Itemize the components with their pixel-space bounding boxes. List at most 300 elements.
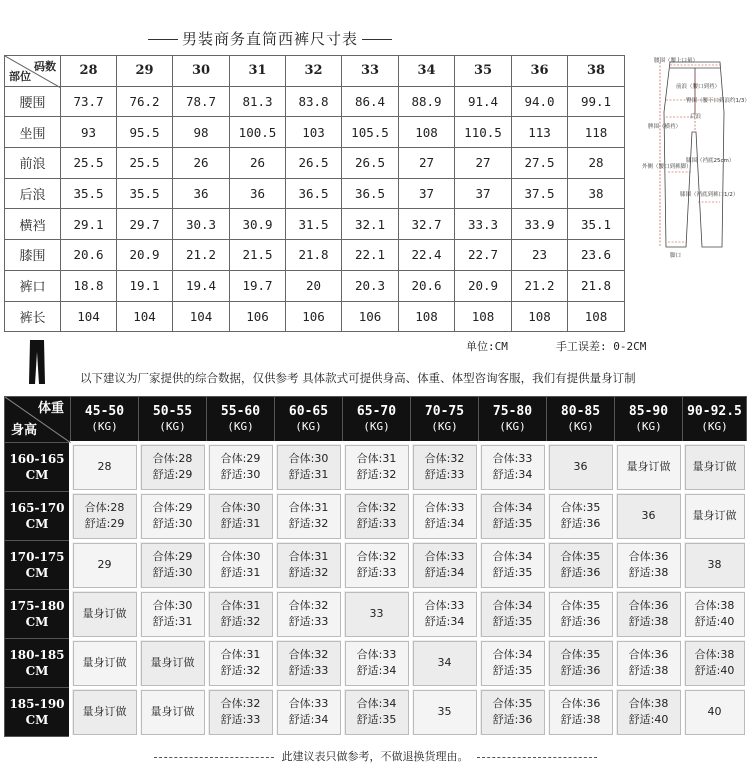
recommendation-cell [343,639,411,688]
size-row-label: 裤口 [5,270,61,301]
comfort-size: 舒适:36 [492,713,533,726]
page-title [0,28,540,49]
size-value-cell: 38 [568,178,625,209]
recommendation-text: 量身订做 [150,656,195,669]
recommendation-text: 量身订做 [150,705,195,718]
size-value-cell: 76.2 [117,86,173,117]
size-value-cell: 22.4 [399,240,455,271]
size-row [5,240,625,271]
comfort-size: 舒适:35 [492,664,533,677]
recommendation-cell [139,541,207,590]
recommendation-cell [139,688,207,737]
recommendation-cell [275,688,343,737]
size-row [5,86,625,117]
fit-size: 合体:33 [424,550,465,563]
footer-rule-right [477,757,597,758]
size-row-label: 横裆 [5,209,61,240]
size-value-cell: 81.3 [230,86,286,117]
size-value-cell: 20.6 [399,270,455,301]
recommendation-cell [479,688,547,737]
size-value-cell: 78.7 [173,86,230,117]
size-value-cell: 100.5 [230,117,286,148]
weight-range: 55-60 [220,404,261,419]
recommendation-cell [411,492,479,541]
recommendation-cell [207,688,275,737]
size-value-cell: 18.8 [61,270,117,301]
size-value-cell: 104 [61,301,117,332]
recommendation-cell [411,639,479,688]
recommendation-cell [71,688,139,737]
size-header-cell: 31 [230,56,286,87]
size-value-cell: 33.3 [455,209,512,240]
title-text: 男装商务直筒西裤尺寸表 [181,30,358,48]
recommendation-cell [547,443,615,492]
recommendation-text: 28 [97,460,112,473]
size-value-cell: 20.6 [61,240,117,271]
size-header-cell: 34 [399,56,455,87]
comfort-size: 舒适:33 [356,566,397,579]
recommendation-cell [71,541,139,590]
height-range: 165-170 [9,501,65,515]
fit-size: 合体:35 [560,648,601,661]
fit-size: 合体:31 [220,599,261,612]
recommendation-cell [615,639,683,688]
size-value-cell: 26.5 [286,148,342,179]
recommendation-text: 34 [437,656,452,669]
recommendation-cell [683,541,747,590]
size-value-cell: 21.2 [173,240,230,271]
recommendation-cell [343,492,411,541]
weight-header-cell [71,397,139,443]
size-value-cell: 37 [399,178,455,209]
height-range: 180-185 [9,648,65,662]
weight-range: 65-70 [356,404,397,419]
weight-unit: (KG) [431,420,458,433]
weight-range: 70-75 [424,404,465,419]
weight-unit: (KG) [499,420,526,433]
size-value-cell: 21.8 [568,270,625,301]
corner-size-label: 码数 [34,60,56,73]
size-value-cell: 36.5 [286,178,342,209]
comfort-size: 舒适:32 [288,517,329,530]
recommendation-cell [547,590,615,639]
rec-header-row [5,397,747,443]
weight-unit: (KG) [567,420,594,433]
recommendation-cell [411,590,479,639]
size-value-cell: 83.8 [286,86,342,117]
recommendation-cell [411,688,479,737]
fit-size: 合体:38 [628,697,669,710]
recommendation-cell [683,492,747,541]
recommendation-cell [207,590,275,639]
footer-rule-left [154,757,274,758]
fit-size: 合体:34 [356,697,397,710]
fit-size: 合体:35 [560,550,601,563]
recommendation-cell [547,541,615,590]
comfort-size: 舒适:32 [220,615,261,628]
comfort-size: 舒适:38 [628,566,669,579]
weight-header-cell [479,397,547,443]
comfort-size: 舒适:36 [560,615,601,628]
size-value-cell: 35.1 [568,209,625,240]
diagram-knee-label: 膝围（裆底25cm） [686,158,735,164]
size-row-label: 前浪 [5,148,61,179]
recommendation-text: 35 [437,705,452,718]
size-value-cell: 30.9 [230,209,286,240]
fit-size: 合体:30 [288,452,329,465]
recommendation-cell [71,492,139,541]
recommendation-cell [275,492,343,541]
size-value-cell: 86.4 [342,86,399,117]
fit-size: 合体:34 [492,550,533,563]
rec-corner [5,397,71,443]
fit-size: 合体:35 [492,697,533,710]
recommendation-cell [207,541,275,590]
size-value-cell: 106 [342,301,399,332]
height-header-cell [5,688,71,737]
recommendation-cell [547,639,615,688]
comfort-size: 舒适:38 [628,615,669,628]
height-unit: CM [25,566,49,580]
size-value-cell: 33.9 [512,209,568,240]
rec-row [5,541,747,590]
rec-row [5,492,747,541]
fit-size: 合体:38 [694,648,735,661]
recommendation-text: 量身订做 [626,460,671,473]
recommendation-cell [71,639,139,688]
recommendation-text: 量身订做 [82,705,127,718]
recommendation-cell [207,639,275,688]
weight-range: 80-85 [560,404,601,419]
size-value-cell: 26 [173,148,230,179]
size-row [5,301,625,332]
pants-photo-icon [28,340,46,386]
recommendation-cell [343,541,411,590]
size-value-cell: 27 [455,148,512,179]
size-value-cell: 22.1 [342,240,399,271]
height-range: 160-165 [9,452,65,466]
rec-corner-weight-label: 体重 [37,401,64,416]
size-value-cell: 113 [512,117,568,148]
comfort-size: 舒适:34 [288,713,329,726]
size-value-cell: 28 [568,148,625,179]
recommendation-cell [139,443,207,492]
size-value-cell: 108 [568,301,625,332]
height-unit: CM [25,664,49,678]
recommendation-cell [547,688,615,737]
comfort-size: 舒适:35 [356,713,397,726]
weight-unit: (KG) [227,420,254,433]
size-value-cell: 27 [399,148,455,179]
size-value-cell: 93 [61,117,117,148]
recommendation-cell [139,590,207,639]
size-value-cell: 30.3 [173,209,230,240]
size-value-cell: 29.1 [61,209,117,240]
fit-size: 合体:32 [424,452,465,465]
fit-size: 合体:29 [152,501,193,514]
size-value-cell: 26 [230,148,286,179]
weight-unit: (KG) [91,420,118,433]
weight-unit: (KG) [159,420,186,433]
size-header-cell: 33 [342,56,399,87]
fit-size: 合体:32 [288,648,329,661]
footer-disclaimer [0,748,750,764]
size-value-cell: 118 [568,117,625,148]
fit-size: 合体:32 [288,599,329,612]
size-value-cell: 21.2 [512,270,568,301]
comfort-size: 舒适:31 [220,566,261,579]
weight-unit: (KG) [295,420,322,433]
fit-size: 合体:33 [288,697,329,710]
size-value-cell: 20.9 [455,270,512,301]
size-header-cell: 29 [117,56,173,87]
rec-row [5,590,747,639]
fit-size: 合体:34 [492,599,533,612]
size-value-cell: 73.7 [61,86,117,117]
recommendation-cell [275,639,343,688]
recommendation-cell [411,443,479,492]
weight-range: 75-80 [492,404,533,419]
weight-header-cell [615,397,683,443]
recommendation-text: 量身订做 [692,509,737,522]
size-value-cell: 26.5 [342,148,399,179]
fit-size: 合体:34 [492,501,533,514]
weight-range: 45-50 [84,404,125,419]
comfort-size: 舒适:32 [220,664,261,677]
size-chart-body [5,86,625,332]
recommendation-text: 量身订做 [82,656,127,669]
recommendation-cell [615,590,683,639]
size-value-cell: 21.8 [286,240,342,271]
diagram-leg-opening-label: 膝围（裆底到裤口1/2） [680,192,739,198]
recommendation-text: 36 [641,509,656,522]
diagram-hem-label: 脚口 [670,253,682,259]
size-row [5,178,625,209]
size-value-cell: 35.5 [61,178,117,209]
size-header-cell: 30 [173,56,230,87]
size-chart-corner [5,56,61,87]
weight-header-cell [411,397,479,443]
fit-size: 合体:32 [220,697,261,710]
fit-size: 合体:36 [628,648,669,661]
weight-header-cell [139,397,207,443]
comfort-size: 舒适:29 [84,517,125,530]
fit-size: 合体:35 [560,501,601,514]
comfort-size: 舒适:34 [356,664,397,677]
size-value-cell: 20 [286,270,342,301]
fit-size: 合体:33 [492,452,533,465]
comfort-size: 舒适:40 [694,664,735,677]
fit-size: 合体:33 [424,501,465,514]
weight-range: 60-65 [288,404,329,419]
comfort-size: 舒适:33 [288,664,329,677]
size-value-cell: 108 [399,301,455,332]
size-chart-table [4,55,625,332]
size-header-cell: 38 [568,56,625,87]
recommendation-cell [275,443,343,492]
diagram-waist-label: 腰围（腰上口量） [654,58,699,64]
weight-header-cell [275,397,343,443]
recommendation-cell [683,639,747,688]
fit-size: 合体:33 [356,648,397,661]
comfort-size: 舒适:34 [424,517,465,530]
comfort-size: 舒适:33 [424,468,465,481]
comfort-size: 舒适:40 [694,615,735,628]
diagram-outseam-label: 外侧（腰口到裤脚） [642,164,692,170]
height-header-cell [5,639,71,688]
recommendation-cell [275,590,343,639]
diagram-hip-label: 臀围（腰下口到浪约1/3） [686,98,750,104]
recommendation-cell [343,688,411,737]
diagram-thigh-label: 脾围（横裆） [648,124,682,130]
size-value-cell: 32.1 [342,209,399,240]
recommendation-cell [479,541,547,590]
comfort-size: 舒适:36 [560,517,601,530]
weight-range: 85-90 [628,404,669,419]
fit-size: 合体:31 [356,452,397,465]
comfort-size: 舒适:32 [356,468,397,481]
recommendation-cell [207,492,275,541]
comfort-size: 舒适:36 [560,664,601,677]
size-value-cell: 23 [512,240,568,271]
recommendation-cell [547,492,615,541]
comfort-size: 舒适:35 [492,615,533,628]
comfort-size: 舒适:38 [628,664,669,677]
recommendation-cell [479,443,547,492]
weight-header-cell [343,397,411,443]
size-header-cell: 32 [286,56,342,87]
recommendation-cell [479,492,547,541]
recommendation-cell [343,443,411,492]
size-chart-header-row [5,56,625,87]
comfort-size: 舒适:32 [288,566,329,579]
size-value-cell: 25.5 [61,148,117,179]
size-value-cell: 36.5 [342,178,399,209]
recommendation-cell [683,590,747,639]
weight-unit: (KG) [363,420,390,433]
size-value-cell: 108 [399,117,455,148]
recommendation-text: 29 [97,558,112,571]
weight-header-cell [547,397,615,443]
recommendation-text: 33 [369,607,384,620]
advice-note: 以下建议为厂家提供的综合数据，仅供参考 具体款式可提供身高、体重、体型咨询客服，我们有提供量身订制 [80,371,636,385]
corner-part-label: 部位 [9,69,31,83]
height-header-cell [5,492,71,541]
recommendation-cell [71,443,139,492]
size-value-cell: 108 [512,301,568,332]
height-unit: CM [25,615,49,629]
recommendation-cell [71,590,139,639]
size-value-cell: 20.9 [117,240,173,271]
comfort-size: 舒适:30 [152,566,193,579]
fit-size: 合体:32 [356,501,397,514]
size-value-cell: 25.5 [117,148,173,179]
size-row-label: 腰围 [5,86,61,117]
size-value-cell: 108 [455,301,512,332]
tolerance-label: 手工误差: 0-2CM [556,340,647,353]
size-value-cell: 20.3 [342,270,399,301]
height-range: 175-180 [9,599,65,613]
size-value-cell: 103 [286,117,342,148]
size-value-cell: 31.5 [286,209,342,240]
fit-size: 合体:31 [288,501,329,514]
recommendation-cell [479,639,547,688]
weight-unit: (KG) [701,420,728,433]
size-value-cell: 95.5 [117,117,173,148]
fit-size: 合体:36 [628,599,669,612]
fit-size: 合体:33 [424,599,465,612]
recommendation-cell [683,688,747,737]
recommendation-text: 38 [707,558,722,571]
comfort-size: 舒适:30 [152,517,193,530]
rec-row [5,639,747,688]
size-value-cell: 36 [230,178,286,209]
size-recommendation-table [4,396,748,738]
weight-range: 90-92.5 [687,404,742,419]
size-value-cell: 21.5 [230,240,286,271]
comfort-size: 舒适:33 [288,615,329,628]
pants-measurement-diagram [640,52,748,262]
size-value-cell: 19.4 [173,270,230,301]
size-row-label: 裤长 [5,301,61,332]
size-value-cell: 37 [455,178,512,209]
size-value-cell: 91.4 [455,86,512,117]
fit-size: 合体:29 [152,550,193,563]
recommendation-text: 量身订做 [82,607,127,620]
height-unit: CM [25,713,49,727]
unit-label: 单位:CM [466,340,508,353]
recommendation-text: 40 [707,705,722,718]
comfort-size: 舒适:33 [220,713,261,726]
size-row [5,209,625,240]
size-value-cell: 29.7 [117,209,173,240]
fit-size: 合体:29 [220,452,261,465]
comfort-size: 舒适:31 [220,517,261,530]
comfort-size: 舒适:36 [560,566,601,579]
fit-size: 合体:31 [220,648,261,661]
size-value-cell: 99.1 [568,86,625,117]
fit-size: 合体:35 [560,599,601,612]
size-row-label: 后浪 [5,178,61,209]
recommendation-cell [139,492,207,541]
comfort-size: 舒适:31 [288,468,329,481]
height-range: 185-190 [9,697,65,711]
comfort-size: 舒适:34 [424,566,465,579]
size-row-label: 坐围 [5,117,61,148]
size-value-cell: 37.5 [512,178,568,209]
fit-size: 合体:34 [492,648,533,661]
recommendation-cell [683,443,747,492]
size-value-cell: 36 [173,178,230,209]
rec-row [5,688,747,737]
comfort-size: 舒适:35 [492,517,533,530]
size-value-cell: 27.5 [512,148,568,179]
size-value-cell: 110.5 [455,117,512,148]
size-value-cell: 98 [173,117,230,148]
fit-size: 合体:30 [152,599,193,612]
size-header-cell: 28 [61,56,117,87]
weight-header-cell [683,397,747,443]
size-value-cell: 22.7 [455,240,512,271]
fit-size: 合体:30 [220,501,261,514]
comfort-size: 舒适:40 [628,713,669,726]
size-value-cell: 105.5 [342,117,399,148]
size-value-cell: 104 [117,301,173,332]
size-row-label: 膝围 [5,240,61,271]
size-value-cell: 23.6 [568,240,625,271]
diagram-back-rise-label: 后浪 [690,114,702,120]
height-unit: CM [25,517,49,531]
